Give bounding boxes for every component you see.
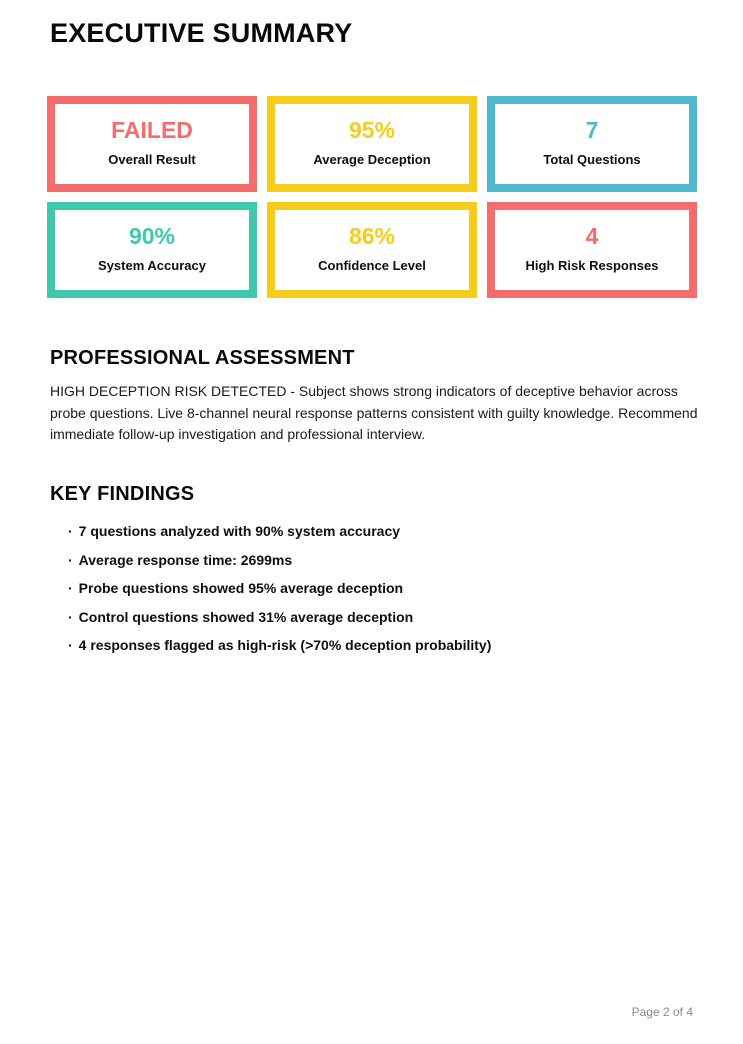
finding-text: Average response time: 2699ms — [78, 551, 293, 568]
card-value: 4 — [585, 222, 599, 249]
card-value: FAILED — [111, 116, 193, 143]
summary-stat-cards — [47, 96, 697, 298]
stat-card-average-deception — [267, 96, 477, 192]
stat-card-overall-result — [47, 96, 257, 192]
card-value: 7 — [585, 116, 599, 143]
assessment-section-heading: PROFESSIONAL ASSESSMENT — [50, 347, 355, 369]
bullet-dot: · — [68, 637, 73, 653]
bullet-dot: · — [68, 551, 73, 568]
card-label: Overall Result — [108, 151, 196, 167]
finding-text: 4 responses flagged as high-risk (>70% deception probability) — [78, 637, 492, 653]
bullet-dot: · — [68, 523, 73, 539]
card-label: Confidence Level — [318, 257, 426, 273]
stat-card-total-questions — [487, 96, 697, 192]
stat-card-confidence-level — [267, 202, 477, 298]
findings-list — [68, 524, 491, 667]
finding-text: 7 questions analyzed with 90% system accuracy — [78, 523, 401, 539]
finding-item — [68, 581, 491, 596]
stat-card-system-accuracy — [47, 202, 257, 298]
card-label: System Accuracy — [98, 257, 206, 273]
card-value: 90% — [128, 222, 176, 249]
assessment-text: HIGH DECEPTION RISK DETECTED - Subject shows strong indicators of deceptive behavior across probe questions. Live 8-channel neural response patterns consistent with guilty knowledge. Recommend immediate follow-up investigation and professional interview. — [50, 383, 698, 442]
card-label: Average Deception — [313, 151, 431, 167]
finding-item — [68, 553, 491, 568]
finding-text: Probe questions showed 95% average deception — [78, 580, 404, 596]
finding-text: Control questions showed 31% average deception — [78, 608, 414, 625]
finding-item — [68, 638, 491, 653]
findings-section-heading: KEY FINDINGS — [50, 483, 195, 505]
bullet-dot: · — [68, 608, 73, 625]
stat-card-high-risk-responses — [487, 202, 697, 298]
bullet-dot: · — [68, 580, 73, 596]
card-label: Total Questions — [543, 151, 641, 167]
finding-item — [68, 610, 491, 625]
card-label: High Risk Responses — [525, 257, 659, 273]
page-title: EXECUTIVE SUMMARY — [50, 18, 353, 48]
page-number: Page 2 of 4 — [631, 1005, 693, 1019]
finding-item — [68, 524, 491, 539]
card-value: 95% — [348, 116, 396, 143]
card-value: 86% — [348, 222, 396, 249]
